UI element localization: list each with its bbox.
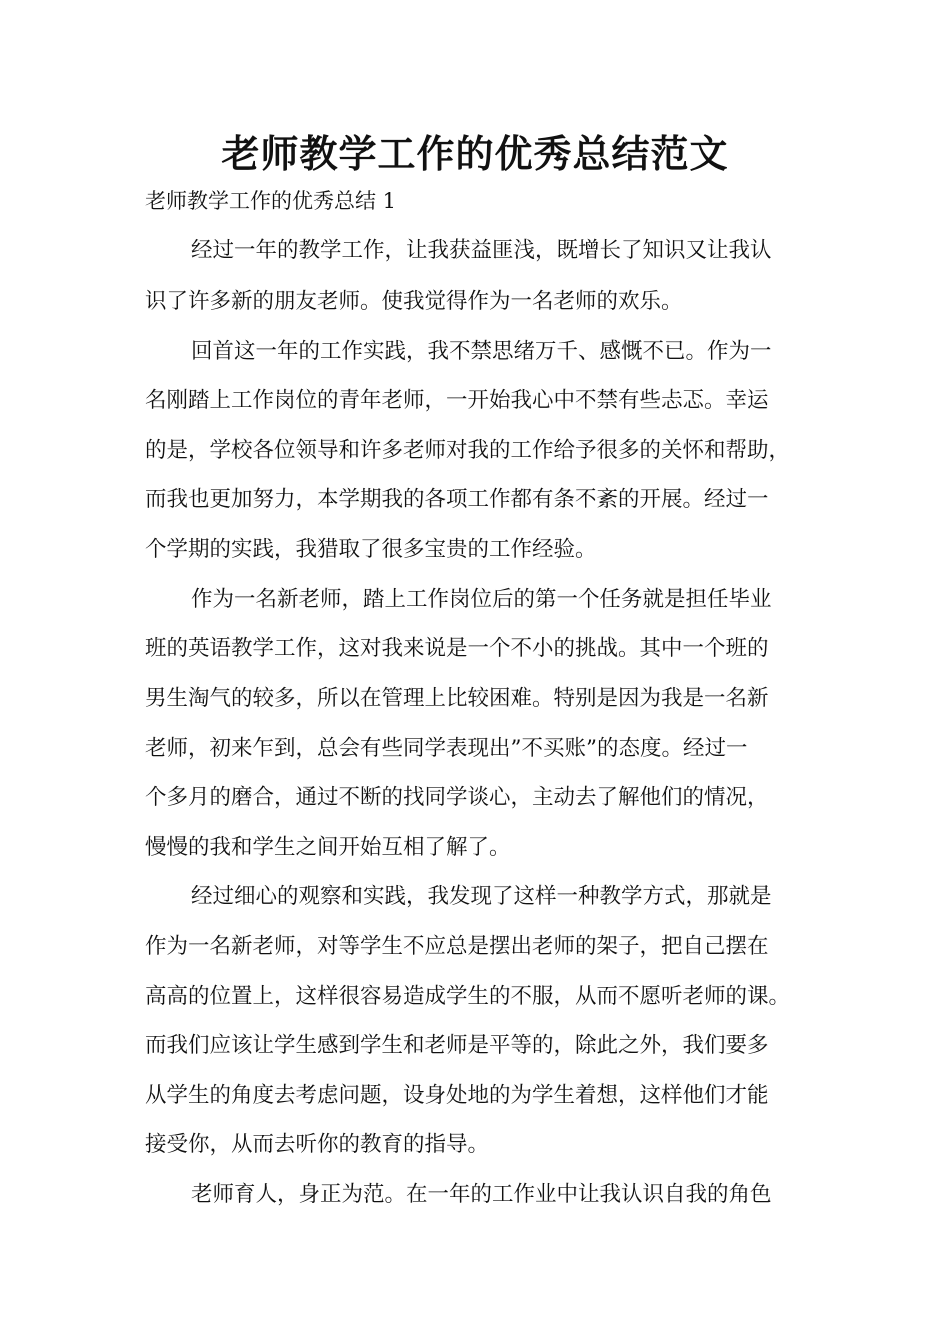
text-line: 的是，学校各位领导和许多老师对我的工作给予很多的关怀和帮助，: [145, 438, 791, 463]
text-line: 回首这一年的工作实践，我不禁思绪万千、感慨不已。作为一: [191, 339, 772, 364]
text-line: 识了许多新的朋友老师。使我觉得作为一名老师的欢乐。: [145, 289, 683, 314]
text-line: 经过细心的观察和实践，我发现了这样一种教学方式，那就是: [191, 884, 772, 909]
text-line: 而我也更加努力，本学期我的各项工作都有条不紊的开展。经过一: [145, 487, 769, 512]
document-title: 老师教学工作的优秀总结范文: [221, 131, 729, 176]
text-line: 老师育人，身正为范。在一年的工作业中让我认识自我的角色: [191, 1182, 772, 1207]
text-line: 慢慢的我和学生之间开始互相了解了。: [145, 835, 511, 860]
text-line: 老师，初来乍到，总会有些同学表现出”不买账”的态度。经过一: [145, 736, 748, 761]
text-line: 作为一名新老师，踏上工作岗位后的第一个任务就是担任毕业: [191, 587, 772, 612]
text-line: 班的英语教学工作，这对我来说是一个不小的挑战。其中一个班的: [145, 636, 769, 661]
text-line: 名刚踏上工作岗位的青年老师，一开始我心中不禁有些忐忑。幸运: [145, 388, 769, 413]
text-line: 个多月的磨合，通过不断的找同学谈心，主动去了解他们的情况，: [145, 785, 769, 810]
document-subtitle: 老师教学工作的优秀总结 1: [145, 189, 397, 213]
text-line: 而我们应该让学生感到学生和老师是平等的，除此之外，我们要多: [145, 1033, 769, 1058]
text-line: 接受你，从而去听你的教育的指导。: [145, 1132, 490, 1157]
text-line: 从学生的角度去考虑问题，设身处地的为学生着想，这样他们才能: [145, 1083, 769, 1108]
text-line: 男生淘气的较多，所以在管理上比较困难。特别是因为我是一名新: [145, 686, 769, 711]
text-line: 个学期的实践，我猎取了很多宝贵的工作经验。: [145, 537, 597, 562]
text-line: 经过一年的教学工作，让我获益匪浅，既增长了知识又让我认: [191, 238, 772, 263]
text-line: 高高的位置上，这样很容易造成学生的不服，从而不愿听老师的课。: [145, 984, 791, 1009]
text-line: 作为一名新老师，对等学生不应总是摆出老师的架子，把自己摆在: [145, 934, 769, 959]
